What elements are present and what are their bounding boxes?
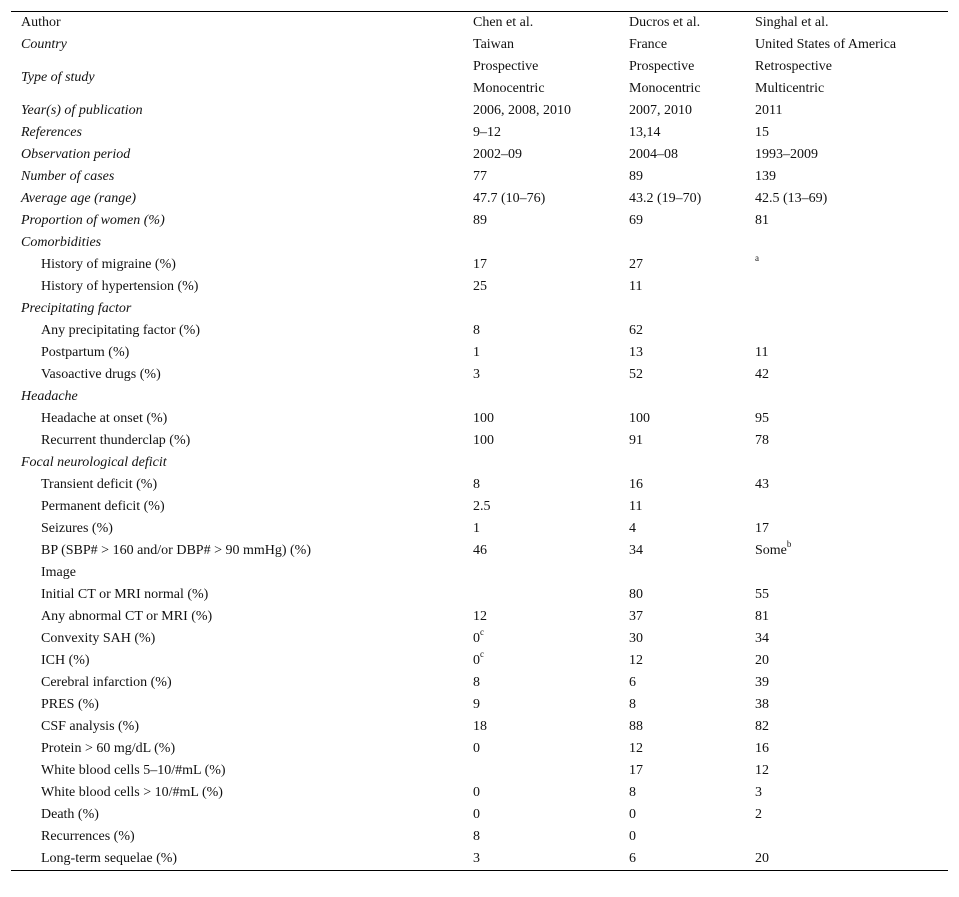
- cell-chen: [462, 848, 618, 870]
- cell-ducros: [618, 408, 744, 430]
- cell-value: 4: [629, 521, 636, 536]
- cell-chen: [462, 298, 618, 320]
- cell-value: 0: [473, 807, 480, 822]
- table-row: [11, 650, 948, 672]
- footnote-marker: a: [755, 254, 759, 264]
- cell-ducros: [618, 738, 744, 760]
- cell-ducros: [618, 716, 744, 738]
- cell-singhal: [744, 650, 948, 672]
- cell-ducros: [618, 122, 744, 144]
- cell-value: 80: [629, 587, 643, 602]
- cell-value: 1: [473, 521, 480, 536]
- cell-value: 25: [473, 279, 487, 294]
- table-row: [11, 804, 948, 826]
- comparison-table-container: [11, 11, 948, 871]
- table-row: [11, 210, 948, 232]
- cell-ducros: [618, 210, 744, 232]
- cell-singhal: [744, 672, 948, 694]
- row-label: White blood cells > 10/#mL (%): [41, 785, 223, 800]
- table-row: [11, 738, 948, 760]
- cell-line: Monocentric: [473, 81, 545, 96]
- row-label: History of hypertension (%): [41, 279, 199, 294]
- cell-ducros: [618, 364, 744, 386]
- cell-chen: [462, 166, 618, 188]
- cell-ducros: [618, 650, 744, 672]
- cell-value: 1: [473, 345, 480, 360]
- cell-value: 0: [473, 785, 480, 800]
- cell-value: 78: [755, 433, 769, 448]
- row-label: BP (SBP# > 160 and/or DBP# > 90 mmHg) (%): [41, 543, 312, 558]
- cell-singhal: [744, 166, 948, 188]
- row-label: Postpartum (%): [41, 345, 130, 360]
- row-label: Headache at onset (%): [41, 411, 168, 426]
- row-label: History of migraine (%): [41, 257, 176, 272]
- cell-value: 81: [755, 213, 769, 228]
- cell-value: 89: [629, 169, 643, 184]
- cell-singhal: [744, 452, 948, 474]
- cell-value: 2: [755, 807, 762, 822]
- cell-ducros: [618, 694, 744, 716]
- cell-value: 37: [629, 609, 643, 624]
- cell-value: United States of America: [755, 37, 897, 52]
- cell-line: Prospective: [473, 59, 539, 74]
- cell-value: 11: [629, 279, 643, 294]
- cell-value: 69: [629, 213, 643, 228]
- row-label: ICH (%): [41, 653, 90, 668]
- cell-value: 20: [755, 653, 769, 668]
- cell-value: 11: [755, 345, 769, 360]
- table-row: [11, 386, 948, 408]
- cell-singhal: [744, 386, 948, 408]
- cell-ducros: [618, 782, 744, 804]
- cell-chen: [462, 232, 618, 254]
- cell-singhal: [744, 408, 948, 430]
- table-row: [11, 496, 948, 518]
- cell-ducros: [618, 34, 744, 56]
- header-author-label: Author: [21, 15, 61, 30]
- cell-singhal: [744, 738, 948, 760]
- cell-value: 8: [629, 785, 636, 800]
- cell-value: 100: [473, 411, 494, 426]
- header-study-singhal: Singhal et al.: [755, 15, 829, 30]
- cell-value: 18: [473, 719, 487, 734]
- cell-value: 95: [755, 411, 769, 426]
- cell-singhal: [744, 826, 948, 848]
- cell-value: 13: [629, 345, 643, 360]
- cell-singhal: [744, 848, 948, 870]
- row-label: Permanent deficit (%): [41, 499, 165, 514]
- cell-singhal: [744, 540, 948, 562]
- cell-value: 11: [629, 499, 643, 514]
- cell-ducros: [618, 452, 744, 474]
- cell-value: 30: [629, 631, 643, 646]
- header-study-ducros: Ducros et al.: [629, 15, 701, 30]
- table-row: [11, 408, 948, 430]
- cell-value: 13,14: [629, 125, 661, 140]
- cell-value: 8: [473, 675, 480, 690]
- cell-singhal: [744, 56, 948, 100]
- footnote-marker: b: [786, 540, 792, 550]
- row-label: Any abnormal CT or MRI (%): [41, 609, 213, 624]
- cell-chen: [462, 34, 618, 56]
- cell-chen: [462, 100, 618, 122]
- row-label: PRES (%): [41, 697, 99, 712]
- cell-chen: [462, 430, 618, 452]
- table-row: [11, 342, 948, 364]
- cell-ducros: [618, 606, 744, 628]
- cell-singhal: [744, 694, 948, 716]
- cell-value: 9–12: [473, 125, 501, 140]
- table-row: [11, 122, 948, 144]
- cell-singhal: [744, 628, 948, 650]
- cell-ducros: [618, 628, 744, 650]
- cell-ducros: [618, 144, 744, 166]
- row-label: Any precipitating factor (%): [41, 323, 200, 338]
- cell-value: 1993–2009: [755, 147, 818, 162]
- cell-chen: [462, 804, 618, 826]
- cell-value: 91: [629, 433, 643, 448]
- row-label: Initial CT or MRI normal (%): [41, 587, 209, 602]
- cell-line: Monocentric: [629, 81, 701, 96]
- table-row: [11, 826, 948, 848]
- cell-singhal: [744, 254, 948, 276]
- row-label: Proportion of women (%): [21, 213, 165, 228]
- cell-line: Prospective: [629, 59, 695, 74]
- cell-chen: [462, 782, 618, 804]
- cell-value: 6: [629, 675, 636, 690]
- cell-value: 88: [629, 719, 643, 734]
- row-label: Death (%): [41, 807, 99, 822]
- cell-value: 9: [473, 697, 480, 712]
- cell-chen: [462, 518, 618, 540]
- table-row: [11, 760, 948, 782]
- table-row: [11, 716, 948, 738]
- cell-value: 2007, 2010: [629, 103, 692, 118]
- cell-chen: [462, 496, 618, 518]
- cell-ducros: [618, 166, 744, 188]
- table-row: [11, 56, 948, 100]
- table-row: [11, 584, 948, 606]
- cell-value: 27: [629, 257, 643, 272]
- cell-value: France: [629, 37, 668, 52]
- cell-singhal: [744, 716, 948, 738]
- cell-ducros: [618, 386, 744, 408]
- cell-value: 0: [473, 741, 480, 756]
- cell-singhal: [744, 210, 948, 232]
- table-row: [11, 144, 948, 166]
- cell-singhal: [744, 430, 948, 452]
- table-row: [11, 628, 948, 650]
- cell-value: 0: [473, 631, 480, 646]
- table-row: [11, 34, 948, 56]
- cell-value: 8: [473, 477, 480, 492]
- cell-value: 81: [755, 609, 769, 624]
- cell-singhal: [744, 562, 948, 584]
- cell-value: 15: [755, 125, 769, 140]
- cell-chen: [462, 254, 618, 276]
- cell-singhal: [744, 474, 948, 496]
- cell-singhal: [744, 100, 948, 122]
- table-row: [11, 474, 948, 496]
- cell-chen: [462, 188, 618, 210]
- row-label: Long-term sequelae (%): [41, 851, 178, 866]
- cell-value: 100: [629, 411, 650, 426]
- cell-value: 62: [629, 323, 643, 338]
- table-row: [11, 540, 948, 562]
- table-row: [11, 298, 948, 320]
- cell-ducros: [618, 804, 744, 826]
- cell-value: 16: [629, 477, 643, 492]
- cell-ducros: [618, 298, 744, 320]
- table-row: [11, 848, 948, 870]
- table-row: [11, 672, 948, 694]
- cell-value: 16: [755, 741, 769, 756]
- cell-value: 17: [473, 257, 487, 272]
- cell-value: 42: [755, 367, 769, 382]
- row-label: Type of study: [21, 70, 95, 85]
- row-label: Transient deficit (%): [41, 477, 158, 492]
- row-label: Comorbidities: [21, 235, 102, 250]
- cell-singhal: [744, 232, 948, 254]
- cell-value: 12: [629, 741, 643, 756]
- cell-value: 8: [473, 323, 480, 338]
- cell-value: 20: [755, 851, 769, 866]
- cell-value: 38: [755, 697, 769, 712]
- row-label: Number of cases: [21, 169, 115, 184]
- cell-singhal: [744, 298, 948, 320]
- row-label: CSF analysis (%): [41, 719, 139, 734]
- cell-value: 2004–08: [629, 147, 678, 162]
- cell-line: Retrospective: [755, 59, 832, 74]
- table-row: [11, 276, 948, 298]
- header-study-chen: Chen et al.: [473, 15, 534, 30]
- cell-ducros: [618, 100, 744, 122]
- cell-chen: [462, 408, 618, 430]
- table-row: [11, 430, 948, 452]
- row-label: Convexity SAH (%): [41, 631, 156, 646]
- table-row: [11, 694, 948, 716]
- cell-singhal: [744, 144, 948, 166]
- table-row: [11, 562, 948, 584]
- cell-value: 0: [629, 829, 636, 844]
- cell-singhal: [744, 782, 948, 804]
- cell-chen: [462, 628, 618, 650]
- table-body: [11, 34, 948, 870]
- cell-value: 2006, 2008, 2010: [473, 103, 571, 118]
- row-label: Focal neurological deficit: [21, 455, 167, 470]
- cell-singhal: [744, 584, 948, 606]
- cell-chen: [462, 56, 618, 100]
- row-label: Recurrent thunderclap (%): [41, 433, 191, 448]
- cell-singhal: [744, 606, 948, 628]
- cell-value: 52: [629, 367, 643, 382]
- cell-ducros: [618, 672, 744, 694]
- cell-singhal: [744, 188, 948, 210]
- cell-ducros: [618, 540, 744, 562]
- cell-value: 39: [755, 675, 769, 690]
- cell-ducros: [618, 254, 744, 276]
- table-header-row: [11, 12, 948, 34]
- row-label: Year(s) of publication: [21, 103, 143, 118]
- cell-ducros: [618, 232, 744, 254]
- footnote-marker: c: [480, 628, 484, 638]
- comparison-table: [11, 12, 948, 870]
- cell-value: 46: [473, 543, 487, 558]
- cell-chen: [462, 650, 618, 672]
- cell-chen: [462, 452, 618, 474]
- cell-chen: [462, 738, 618, 760]
- cell-singhal: [744, 364, 948, 386]
- cell-value: 3: [473, 367, 480, 382]
- cell-singhal: [744, 276, 948, 298]
- table-row: [11, 320, 948, 342]
- cell-singhal: [744, 804, 948, 826]
- cell-value: Taiwan: [473, 37, 515, 52]
- cell-value: 12: [473, 609, 487, 624]
- cell-ducros: [618, 562, 744, 584]
- footnote-marker: c: [480, 650, 484, 660]
- cell-value: 100: [473, 433, 494, 448]
- cell-ducros: [618, 760, 744, 782]
- table-row: [11, 452, 948, 474]
- cell-value: 2.5: [473, 499, 491, 514]
- cell-chen: [462, 144, 618, 166]
- cell-chen: [462, 386, 618, 408]
- cell-value: 17: [755, 521, 769, 536]
- cell-value: 3: [473, 851, 480, 866]
- cell-value: 139: [755, 169, 776, 184]
- cell-chen: [462, 584, 618, 606]
- row-label: Recurrences (%): [41, 829, 135, 844]
- cell-value: 43: [755, 477, 769, 492]
- row-label: Cerebral infarction (%): [41, 675, 172, 690]
- row-label: White blood cells 5–10/#mL (%): [41, 763, 226, 778]
- cell-ducros: [618, 276, 744, 298]
- cell-ducros: [618, 342, 744, 364]
- table-row: [11, 606, 948, 628]
- cell-chen: [462, 210, 618, 232]
- cell-value: 34: [629, 543, 643, 558]
- row-label: Average age (range): [21, 191, 137, 206]
- cell-singhal: [744, 518, 948, 540]
- cell-chen: [462, 716, 618, 738]
- table-row: [11, 782, 948, 804]
- table-row: [11, 254, 948, 276]
- row-label: Observation period: [21, 147, 131, 162]
- table-row: [11, 518, 948, 540]
- cell-value: 12: [755, 763, 769, 778]
- cell-chen: [462, 672, 618, 694]
- cell-value: 8: [473, 829, 480, 844]
- cell-value: 6: [629, 851, 636, 866]
- cell-singhal: [744, 496, 948, 518]
- cell-value: 77: [473, 169, 487, 184]
- table-row: [11, 232, 948, 254]
- cell-value: Some: [755, 543, 787, 558]
- cell-ducros: [618, 826, 744, 848]
- table-row: [11, 166, 948, 188]
- row-label: Precipitating factor: [21, 301, 132, 316]
- table-row: [11, 364, 948, 386]
- table-row: [11, 188, 948, 210]
- cell-value: 42.5 (13–69): [755, 191, 828, 206]
- cell-chen: [462, 606, 618, 628]
- row-label: Country: [21, 37, 67, 52]
- cell-value: 55: [755, 587, 769, 602]
- cell-value: 0: [473, 653, 480, 668]
- cell-value: 12: [629, 653, 643, 668]
- table-row: [11, 100, 948, 122]
- cell-value: 47.7 (10–76): [473, 191, 546, 206]
- cell-ducros: [618, 188, 744, 210]
- cell-chen: [462, 826, 618, 848]
- cell-value: 43.2 (19–70): [629, 191, 702, 206]
- row-label: Headache: [21, 389, 78, 404]
- cell-singhal: [744, 122, 948, 144]
- cell-chen: [462, 364, 618, 386]
- cell-ducros: [618, 56, 744, 100]
- cell-singhal: [744, 760, 948, 782]
- cell-chen: [462, 540, 618, 562]
- cell-ducros: [618, 430, 744, 452]
- cell-ducros: [618, 584, 744, 606]
- cell-value: 0: [629, 807, 636, 822]
- cell-chen: [462, 320, 618, 342]
- cell-line: Multicentric: [755, 81, 825, 96]
- cell-chen: [462, 342, 618, 364]
- row-label: References: [21, 125, 82, 140]
- cell-value: 2002–09: [473, 147, 522, 162]
- cell-chen: [462, 122, 618, 144]
- cell-value: 8: [629, 697, 636, 712]
- cell-ducros: [618, 496, 744, 518]
- cell-chen: [462, 694, 618, 716]
- cell-value: 2011: [755, 103, 783, 118]
- cell-value: 17: [629, 763, 643, 778]
- cell-ducros: [618, 518, 744, 540]
- cell-singhal: [744, 342, 948, 364]
- row-label: Vasoactive drugs (%): [41, 367, 161, 382]
- cell-ducros: [618, 320, 744, 342]
- cell-chen: [462, 562, 618, 584]
- cell-chen: [462, 474, 618, 496]
- cell-value: 82: [755, 719, 769, 734]
- cell-singhal: [744, 34, 948, 56]
- cell-value: 3: [755, 785, 762, 800]
- cell-singhal: [744, 320, 948, 342]
- row-label: Image: [41, 565, 76, 580]
- row-label: Seizures (%): [41, 521, 113, 536]
- cell-ducros: [618, 474, 744, 496]
- cell-value: 34: [755, 631, 769, 646]
- cell-chen: [462, 276, 618, 298]
- cell-ducros: [618, 848, 744, 870]
- row-label: Protein > 60 mg/dL (%): [41, 741, 176, 756]
- cell-value: 89: [473, 213, 487, 228]
- cell-chen: [462, 760, 618, 782]
